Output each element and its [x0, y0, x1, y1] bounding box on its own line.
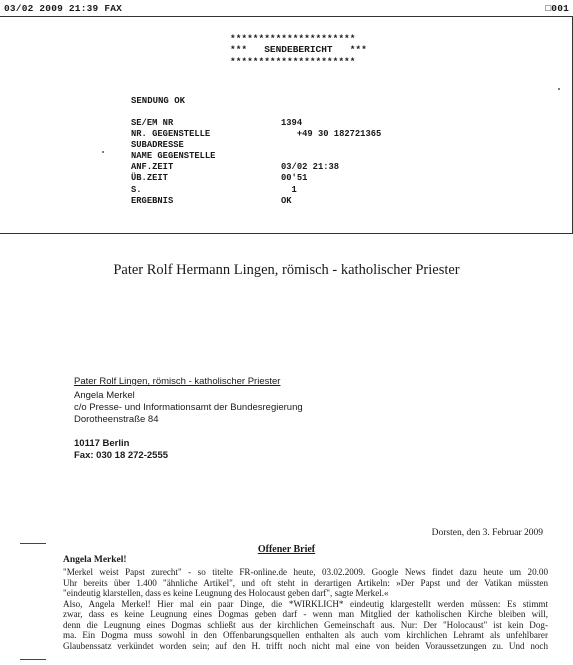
report-row-value: 1: [281, 184, 297, 195]
report-row: [131, 196, 431, 207]
report-row-value: 1394: [281, 118, 303, 128]
report-row: [131, 185, 431, 196]
report-status: SENDUNG OK: [131, 96, 186, 106]
scan-speck: [102, 151, 104, 153]
report-banner-bottom: **********************: [230, 56, 356, 67]
recipient-street: Dorotheenstraße 84: [74, 414, 159, 425]
sender-line: Pater Rolf Lingen, römisch - katholischer Priester: [74, 376, 281, 387]
body-line: Glaubenssatz verkündet worden sein; auf den H. trifft noch nicht mal eine von beiden Voraussetzungen zu. Und noch: [63, 640, 548, 651]
body-line: zwar, dass es keine Leugnung eines Dogmas geben darf - wenn man Mitglied der katholischen Kirche bleiben will,: [63, 609, 548, 619]
fax-header: [4, 3, 569, 17]
report-row-value: OK: [281, 195, 292, 206]
letter-salutation: Angela Merkel!: [63, 555, 127, 565]
body-line: ma. Ein Dogma muss sowohl in den Offenbarungsquellen enthalten als auch vom kirchlichen Lehramt als unfehlbarer: [63, 630, 548, 640]
transmission-report: [0, 17, 573, 234]
report-row: [131, 162, 431, 173]
report-row-label: ERGEBNIS: [131, 195, 174, 206]
report-row-label: SE/EM NR: [131, 118, 174, 128]
recipient-organisation: c/o Presse- und Informationsamt der Bundesregierung: [74, 402, 303, 413]
report-row: [131, 118, 431, 129]
letter-heading: Offener Brief: [257, 544, 316, 555]
report-row-value: 03/02 21:38: [281, 162, 340, 173]
recipient-city: 10117 Berlin: [74, 438, 130, 449]
recipient-fax: Fax: 030 18 272-2555: [74, 450, 169, 461]
body-line: "Merkel weist Papst zurecht" - so titelte FR-online.de heute, 03.02.2009. Google News findet dazu heute um 20.00: [63, 567, 548, 577]
report-row: [131, 173, 431, 184]
report-row: [131, 129, 431, 140]
report-row-label: ANF.ZEIT: [131, 162, 174, 173]
report-row-label: SUBADRESSE: [131, 140, 184, 151]
margin-mark: [20, 659, 46, 660]
report-banner-top: **********************: [230, 33, 356, 44]
report-row-label: S.: [131, 184, 142, 195]
report-row-value: 00'51: [281, 173, 308, 184]
body-line: "eindeutig klarstellen, dass es keine Leugnung des Holocaust geben darf", sagte Merkel.«: [63, 588, 389, 598]
fax-page-number: □001: [545, 3, 569, 14]
report-row-value: +49 30 182721365: [281, 129, 382, 140]
recipient-name: Angela Merkel: [74, 390, 135, 401]
report-row: [131, 140, 431, 151]
body-line: denn die Leugnung eines Dogmas schließt aus der kirchlichen Gemeinschaft aus. Nur: Der "Holocaust" ist kein Dog-: [63, 619, 548, 630]
report-row-label: NAME GEGENSTELLE: [131, 151, 216, 162]
body-line: Also, Angela Merkel! Hier mal ein paar Dinge, die *WIRKLICH* eindeutig klargestellt werden müssen: Es stimmt: [63, 598, 548, 609]
letter-title: Pater Rolf Hermann Lingen, römisch - katholischer Priester: [113, 262, 460, 278]
report-row-label: NR. GEGENSTELLE: [131, 129, 211, 140]
report-row-label: ÜB.ZEIT: [131, 173, 168, 184]
scan-speck: [558, 88, 560, 90]
report-rows: [131, 118, 431, 207]
fax-datetime: 03/02 2009 21:39 FAX: [4, 3, 123, 14]
report-row: [131, 151, 431, 162]
report-banner-title: *** SENDEBERICHT ***: [230, 44, 367, 55]
letter-date: Dorsten, den 3. Februar 2009: [431, 528, 543, 538]
letter-body: [63, 567, 548, 651]
body-line: Uhr bereits über 1.400 "ähnliche Artikel", und oft steht in derartigen Artikeln: »Der Papst und der Vatikan müssten: [63, 577, 548, 588]
